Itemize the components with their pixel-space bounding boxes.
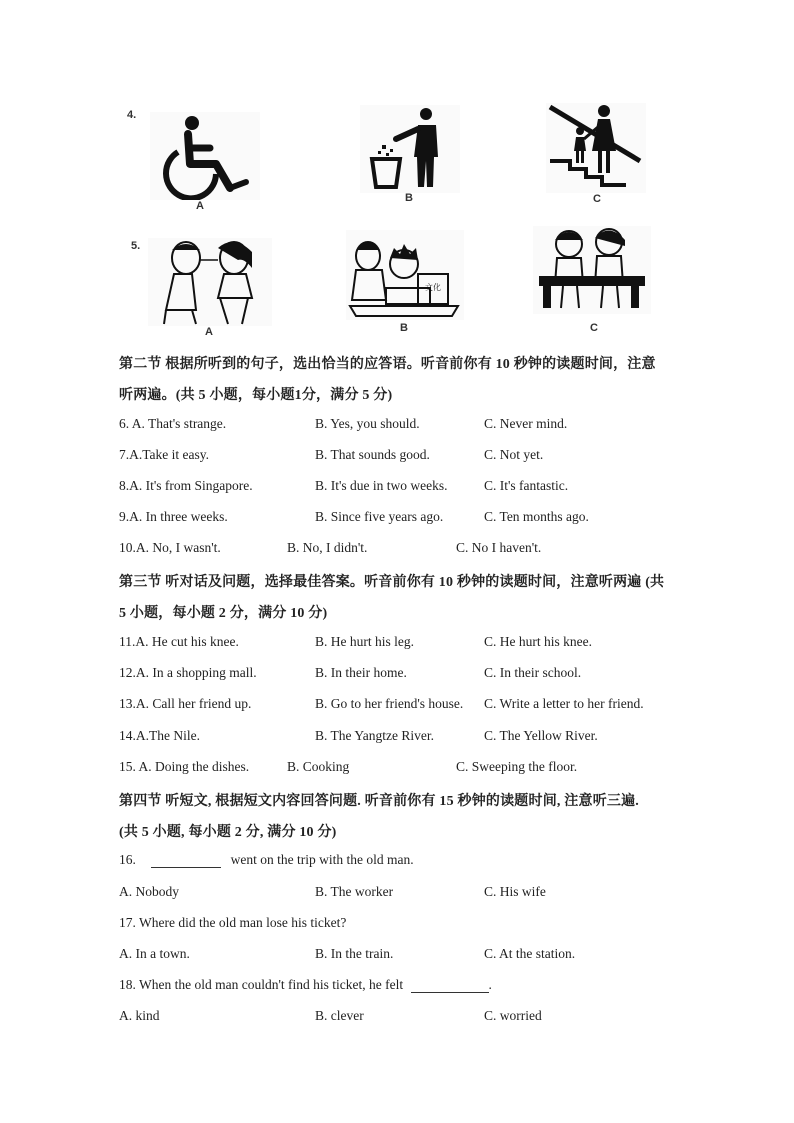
students-reading-illustration bbox=[346, 230, 464, 320]
q4-number: 4. bbox=[127, 109, 137, 121]
q5-option-c: C bbox=[590, 322, 598, 334]
two-girls-on-bench-illustration bbox=[533, 226, 651, 314]
q4-option-a: A bbox=[196, 200, 204, 212]
q4-option-b: B bbox=[405, 192, 413, 204]
sign-text: 文化 bbox=[425, 283, 441, 292]
section4-heading-line1: 第四节 听短文, 根据短文内容回答问题. 听音前你有 15 秒钟的读题时间, 注意听三遍. bbox=[119, 794, 639, 809]
section2-heading-line1: 第二节 根据所听到的句子，选出恰当的应答语。听音前你有 10 秒钟的读题时间，注意 bbox=[119, 357, 656, 372]
q5-number: 5. bbox=[131, 240, 141, 252]
answer-blank bbox=[411, 992, 489, 993]
section4-heading-line2: (共 5 小题, 每小题 2 分, 满分 10 分) bbox=[119, 825, 337, 840]
escalator-icon bbox=[546, 103, 646, 193]
q5-option-a: A bbox=[205, 326, 213, 338]
question-17: 17. Where did the old man lose his ticket? bbox=[119, 915, 347, 930]
section3-heading-line1: 第三节 听对话及问题，选择最佳答案。听音前你有 10 秒钟的读题时间，注意听两遍 (共 bbox=[119, 575, 665, 590]
q5-option-b: B bbox=[400, 322, 408, 334]
section3-heading-line2: 5 小题，每小题 2 分，满分 10 分) bbox=[119, 606, 328, 621]
two-people-argue-illustration bbox=[148, 238, 272, 326]
question-18: 18. When the old man couldn't find his ticket, he felt . bbox=[119, 977, 492, 992]
question-16: 16. went on the trip with the old man. bbox=[119, 852, 414, 867]
section2-heading-line2: 听两遍。(共 5 小题，每小题1分，满分 5 分) bbox=[119, 388, 393, 403]
q4-option-c: C bbox=[593, 193, 601, 205]
answer-blank bbox=[151, 867, 221, 868]
wheelchair-icon bbox=[150, 112, 260, 200]
trash-bin-icon bbox=[360, 105, 460, 193]
